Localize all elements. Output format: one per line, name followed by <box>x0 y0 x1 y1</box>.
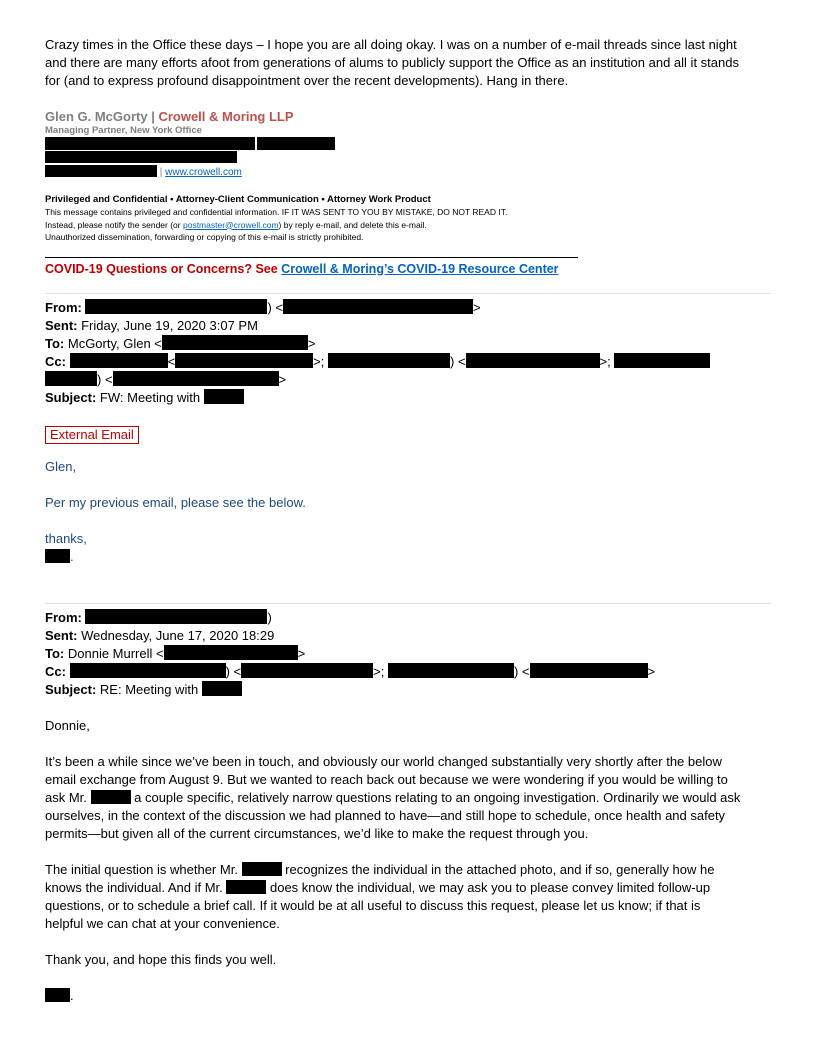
signature-title: Managing Partner, New York Office <box>45 125 202 136</box>
email2-paragraph1-line: email exchange from August 9. But we wanted to reach back out because we were wondering if you would be willing to <box>45 771 728 787</box>
redaction-bar <box>204 389 244 404</box>
signature-name-line <box>45 109 771 125</box>
redaction-bar <box>113 371 279 386</box>
email2-paragraph2-line: helpful we can chat at your convenience. <box>45 915 280 931</box>
redaction-bar <box>162 335 308 350</box>
cc-line: Cc: ) < >; ) < > <box>45 663 656 679</box>
email1-signoff: thanks, <box>45 530 87 546</box>
redaction-bar <box>70 663 226 678</box>
signature-redacted-line <box>45 137 771 151</box>
redaction-bar <box>45 988 70 1002</box>
redaction-bar <box>70 353 168 368</box>
email1-body: Per my previous email, please see the below. <box>45 494 306 510</box>
email1-initials: . <box>45 548 771 566</box>
from-line: From: ) < > <box>45 299 481 315</box>
signature-name: Glen G. McGorty <box>45 109 148 124</box>
signature-redacted-line <box>45 151 771 165</box>
redaction-bar <box>91 790 131 804</box>
email2-paragraph2-line: questions, or to schedule a brief call. If it would be at all useful to discuss this request, please let us know; if that is <box>45 897 701 913</box>
email2-closing: Thank you, and hope this finds you well. <box>45 951 277 967</box>
redaction-bar <box>257 137 335 150</box>
postmaster-link[interactable]: postmaster@crowell.com <box>182 219 279 230</box>
email2-initials: . <box>45 987 771 1005</box>
email2-header <box>45 609 771 699</box>
email2-paragraph2-line: knows the individual. And if Mr. does know the individual, we may ask you to please convey limited follow-up <box>45 879 711 895</box>
external-email-tag: External Email <box>45 426 139 444</box>
sent-line: Sent: Friday, June 19, 2020 3:07 PM <box>45 317 258 333</box>
email2-paragraph2-line: The initial question is whether Mr. recognizes the individual in the attached photo, and if so, generally how he <box>45 861 715 877</box>
redaction-bar <box>85 299 267 314</box>
email2-paragraph1-line: permits—but given all of the current circumstances, we’d like to make the request through you. <box>45 825 589 841</box>
redaction-bar <box>45 371 97 386</box>
website-link[interactable]: www.crowell.com <box>165 167 242 178</box>
redaction-bar <box>85 609 267 624</box>
redaction-bar <box>45 165 157 177</box>
redaction-bar <box>175 353 313 368</box>
redaction-bar <box>283 299 473 314</box>
cc-line: Cc: < >; ) < >; <box>45 353 771 371</box>
redaction-bar <box>242 862 282 876</box>
redaction-bar <box>466 353 600 368</box>
covid-banner <box>45 261 771 278</box>
redaction-bar <box>328 353 450 368</box>
privileged-notice-line: Instead, please notify the sender (or postmaster@crowell.com) by reply e-mail, and delete this e-mail. <box>45 219 427 230</box>
redaction-bar <box>614 353 710 368</box>
redaction-bar <box>202 681 242 696</box>
redaction-bar <box>45 151 237 163</box>
intro-line: and there are many efforts afoot from generations of alums to publicly support the Office as an institution and all it stands <box>45 55 739 70</box>
redaction-bar <box>45 137 255 150</box>
privileged-heading: Privileged and Confidential • Attorney-Client Communication • Attorney Work Product <box>45 194 431 205</box>
cc-line-continued: ) < > <box>45 371 771 389</box>
to-line: To: Donnie Murrell < > <box>45 645 306 661</box>
intro-line: for (and to express profound disappointment over the recent developments). Hang in there. <box>45 73 569 88</box>
privileged-notice-line: Unauthorized dissemination, forwarding or copying of this e-mail is strictly prohibited. <box>45 232 364 242</box>
message-separator <box>45 603 771 604</box>
from-line: From: ) <box>45 609 272 625</box>
sent-line: Sent: Wednesday, June 17, 2020 18:29 <box>45 627 275 643</box>
email-document <box>45 36 771 1005</box>
signature-firm: Crowell & Moring LLP <box>158 109 294 124</box>
redaction-bar <box>45 549 70 563</box>
divider <box>45 257 578 258</box>
redaction-bar <box>164 645 298 660</box>
redaction-bar <box>241 663 373 678</box>
to-line: To: McGorty, Glen < > <box>45 335 316 351</box>
email1-greeting: Glen, <box>45 458 77 474</box>
email2-paragraph1-line: It’s been a while since we’ve been in touch, and obviously our world changed substantially very shortly after the below <box>45 753 722 769</box>
message-separator <box>45 293 771 294</box>
signature-website-line <box>45 165 771 179</box>
email2-greeting: Donnie, <box>45 717 90 733</box>
privileged-notice-line: This message contains privileged and confidential information. IF IT WAS SENT TO YOU BY MISTAKE, DO NOT READ IT. <box>45 207 508 217</box>
email1-header <box>45 299 771 407</box>
subject-line: Subject: RE: Meeting with <box>45 681 771 699</box>
redaction-bar <box>388 663 514 678</box>
subject-line: Subject: FW: Meeting with <box>45 389 771 407</box>
email2-paragraph1-line: ask Mr. a couple specific, relatively narrow questions relating to an ongoing investigation. Ordinarily we would ask <box>45 789 741 805</box>
signature-separator: | <box>147 109 159 124</box>
redaction-bar <box>226 880 266 894</box>
website-separator: | <box>157 167 166 178</box>
email2-paragraph1-line: ourselves, in the context of the discussion we had planned to have—and still hope to schedule, once health and safety <box>45 807 726 823</box>
covid-text: COVID-19 Questions or Concerns? See <box>45 261 282 276</box>
covid-resource-link[interactable]: Crowell & Moring’s COVID-19 Resource Center <box>281 261 559 276</box>
redaction-bar <box>530 663 648 678</box>
intro-line: Crazy times in the Office these days – I hope you are all doing okay. I was on a number of e-mail threads since last night <box>45 37 737 52</box>
